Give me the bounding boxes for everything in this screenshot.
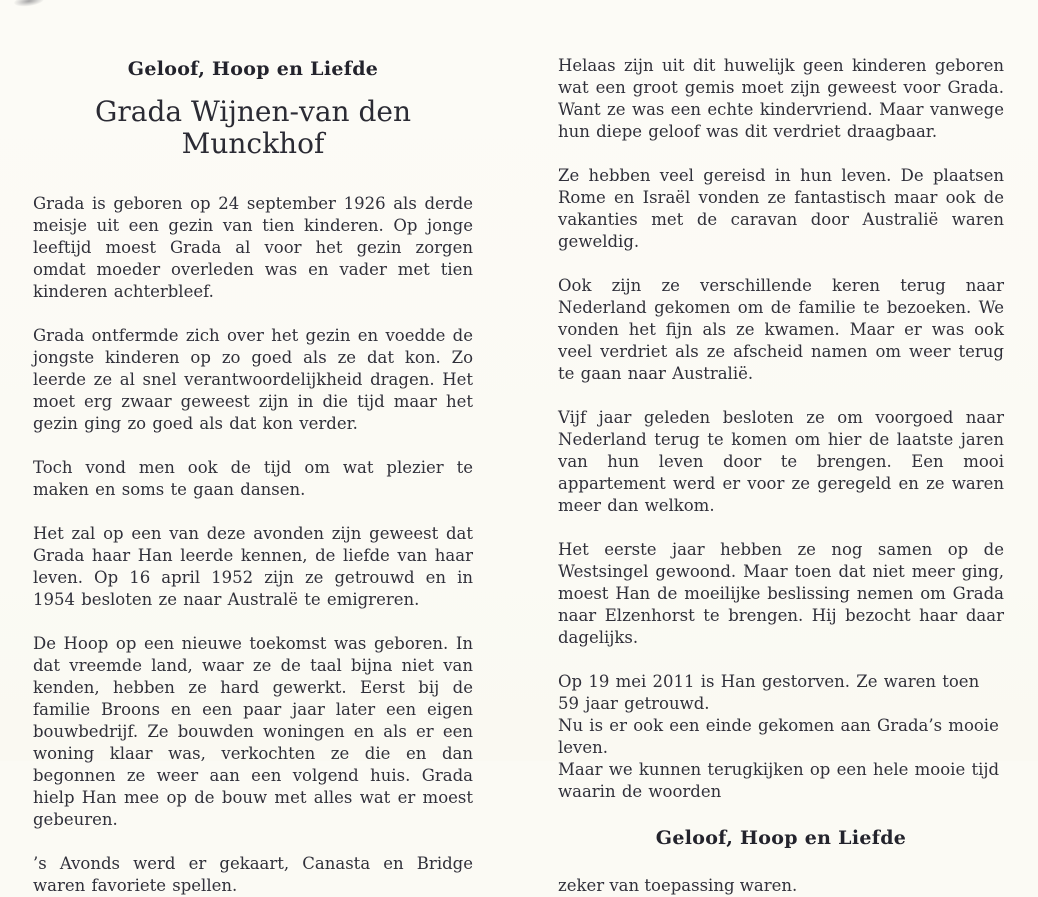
right-column bbox=[558, 55, 1004, 897]
final-line-grada-death: Nu is er ook een einde gekomen aan Grada’s mooie leven. bbox=[558, 716, 999, 757]
paragraph-travels: Ze hebben veel gereisd in hun leven. De plaatsen Rome en Israël vonden ze fantastisch maar ook de vakanties met de caravan door Australië waren geweldig. bbox=[558, 166, 1004, 251]
closing-motto-header: Geloof, Hoop en Liefde bbox=[655, 827, 907, 849]
scan-artifact-smudge bbox=[13, 0, 44, 8]
final-line-han-death: Op 19 mei 2011 is Han gestorven. Ze waren toen 59 jaar getrouwd. bbox=[558, 672, 980, 713]
left-column bbox=[33, 58, 473, 897]
paragraph-birth: Grada is geboren op 24 september 1926 als derde meisje uit een gezin van tien kinderen. Op jonge leeftijd moest Grada al voor het gezin zorgen omdat moeder overleden was en vader met tien kinderen achterbleef. bbox=[33, 194, 473, 301]
paragraph-no-children: Helaas zijn uit dit huwelijk geen kinderen geboren wat een groot gemis moet zijn geweest voor Grada. Want ze was een echte kindervriend. Maar vanwege hun diepe geloof was dit verdriet draagbaar. bbox=[558, 56, 1004, 141]
final-line-look-back: Maar we kunnen terugkijken op een hele mooie tijd waarin de woorden bbox=[558, 760, 1000, 801]
paragraph-family-care: Grada ontfermde zich over het gezin en voedde de jongste kinderen op zo goed als ze dat kon. Zo leerde ze al snel verantwoordelijkheid dragen. Het moet erg zwaar geweest zijn in die tijd maar het gezin ging zo goed als dat kon verder. bbox=[33, 326, 473, 433]
paragraph-dancing: Toch vond men ook de tijd om wat plezier te maken en soms te gaan dansen. bbox=[33, 458, 473, 499]
paragraph-return-netherlands: Vijf jaar geleden besloten ze om voorgoed naar Nederland terug te komen om hier de laatste jaren van hun leven door te brengen. Een mooi appartement werd er voor ze geregeld en ze waren meer dan welkom. bbox=[558, 408, 1004, 515]
deceased-name-title: Grada Wijnen-van den Munckhof bbox=[95, 95, 411, 160]
paragraph-australia-work: De Hoop op een nieuwe toekomst was geboren. In dat vreemde land, waar ze de taal bijna niet van kenden, hebben ze hard gewerkt. Eerst bij de familie Broons en een paar jaar later een eigen bouwbedrijf. Ze bouwden woningen en als er een woning klaar was, verkochten ze die en dan begonnen ze weer aan een volgend huis. Grada hielp Han mee op de bouw met alles wat er moest gebeuren. bbox=[33, 634, 473, 829]
paragraph-card-games: ’s Avonds werd er gekaart, Canasta en Bridge waren favoriete spellen. bbox=[33, 854, 473, 895]
paragraph-westsingel: Het eerste jaar hebben ze nog samen op de Westsingel gewoond. Maar toen dat niet meer ging, moest Han de moeilijke beslissing nemen om Grada naar Elzenhorst te brengen. Hij bezocht haar daar dagelijks. bbox=[558, 540, 1004, 647]
closing-line: zeker van toepassing waren. bbox=[558, 876, 798, 895]
paragraph-visits-netherlands: Ook zijn ze verschillende keren terug naar Nederland gekomen om de familie te bezoeken. We vonden het fijn als ze kwamen. Maar er was ook veel verdriet als ze afscheid namen om weer terug te gaan naar Australië. bbox=[558, 276, 1004, 383]
paragraph-final bbox=[558, 671, 1004, 803]
paragraph-marriage: Het zal op een van deze avonden zijn geweest dat Grada haar Han leerde kennen, de liefde van haar leven. Op 16 april 1952 zijn ze getrouwd en in 1954 besloten ze naar Australë te emigreren. bbox=[33, 524, 473, 609]
motto-header: Geloof, Hoop en Liefde bbox=[127, 58, 379, 80]
